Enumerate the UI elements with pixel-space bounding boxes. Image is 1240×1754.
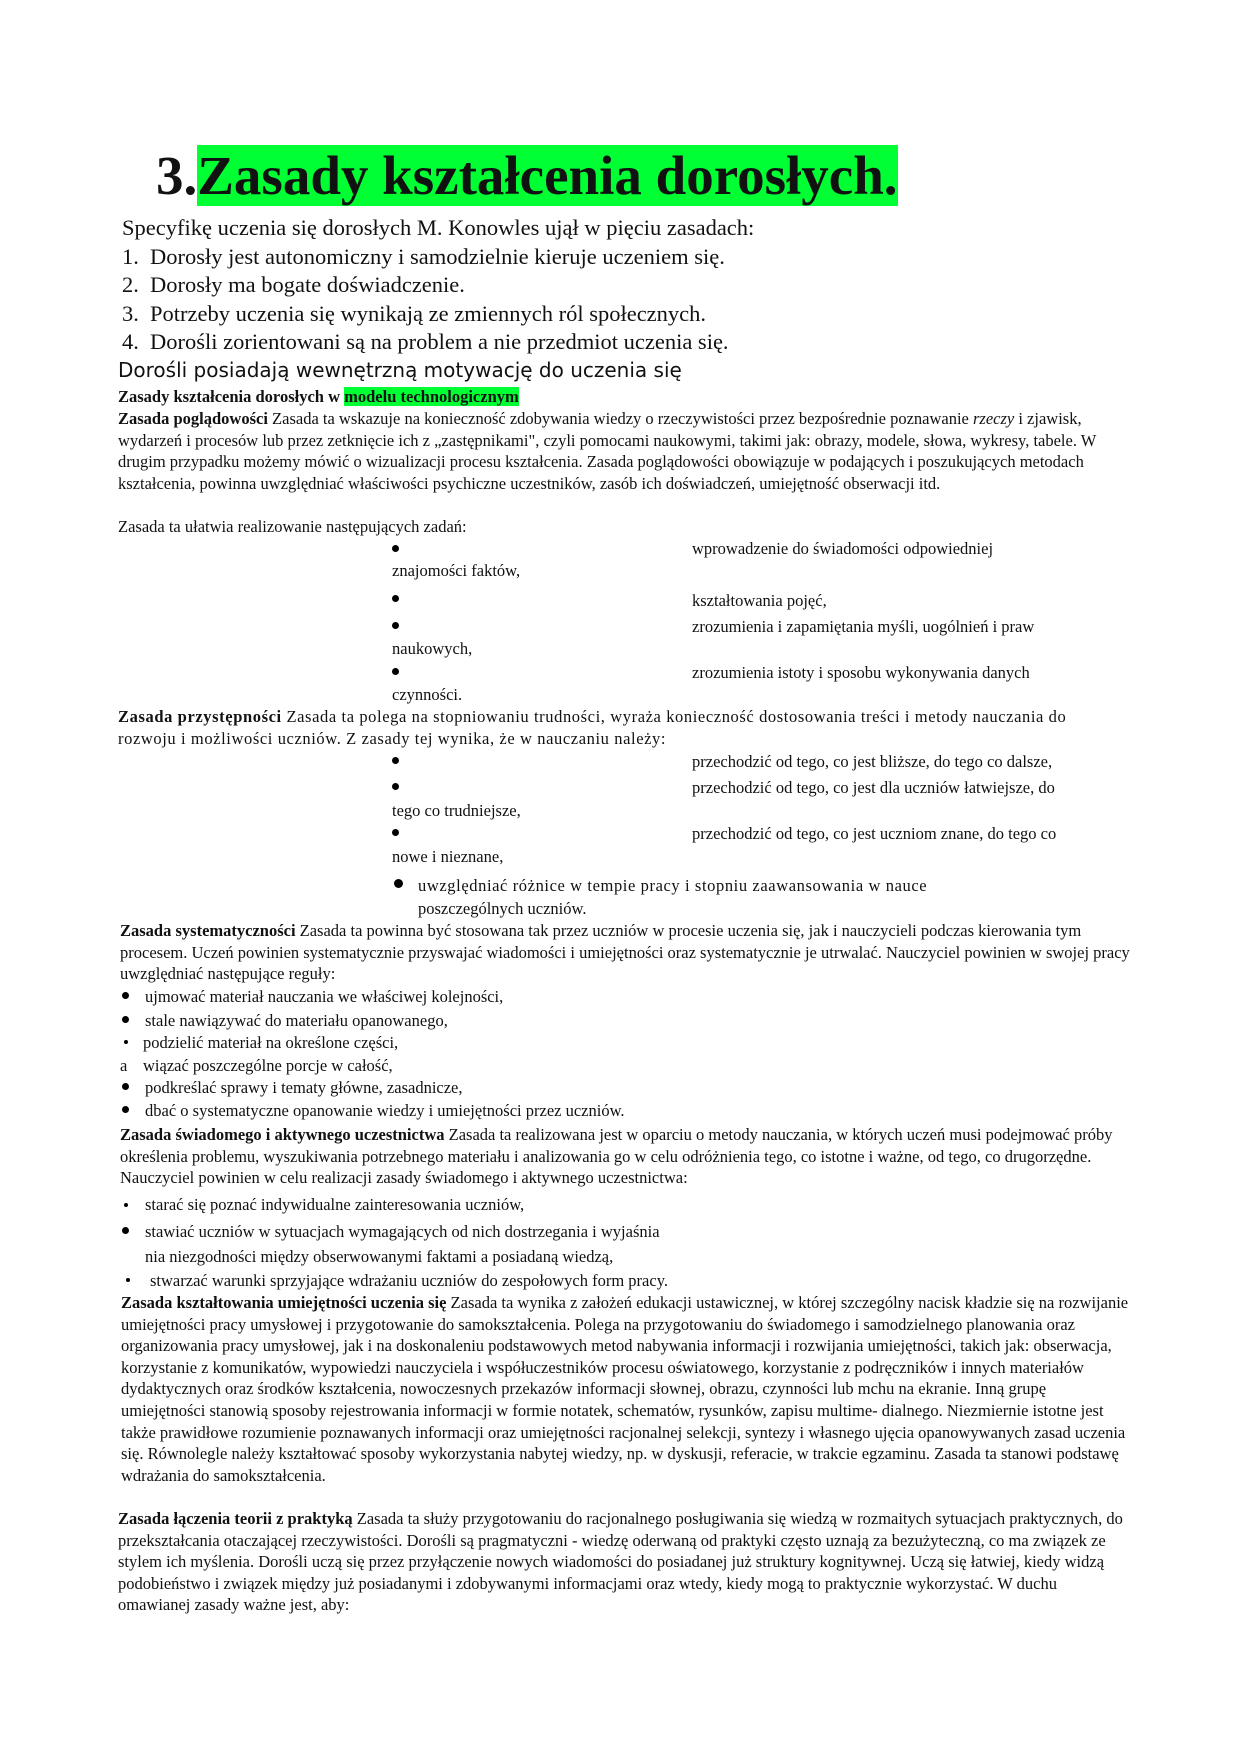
bullet-icon — [394, 879, 403, 888]
list-item — [122, 300, 754, 329]
section-body: Zasada ta służy przygotowaniu do racjonalnego posługiwania się wiedzą w rozmaitych sytuacjach praktycznych, do przekształcania otaczającej rzeczywistości. Dorośli są pragmatyczni - wiedzę oderwaną od praktyki często uznają za bezużyteczną, co ma związek ze stylem ich myślenia. Dorośli uczą się przez przyłączenie nowych wiadomości do posiadanej już struktury kognitywnej. Uczą się łatwiej, kiedy widzą podobieństwo i związek między już posiadanymi i zdobywanymi informacjami oraz wtedy, kiedy mogą to praktycznie wykorzystać. W duchu omawianej zasady ważne jest, aby: — [118, 1509, 1123, 1615]
list-item: ujmować materiał nauczania we właściwej kolejności, — [145, 987, 504, 1006]
bullet-icon — [122, 1083, 129, 1090]
bullet-icon — [126, 1278, 130, 1282]
bullet-icon — [392, 829, 399, 836]
list-item — [122, 271, 754, 300]
bullet-icon — [122, 1016, 129, 1023]
list-item: stawiać uczniów w sytuacjach wymagających od nich dostrzegania i wyjaśnia — [145, 1222, 660, 1241]
list-number: 3. — [122, 300, 139, 326]
bullet-icon — [392, 757, 399, 764]
list-item: wiązać poszczególne porcje w całość, — [143, 1056, 393, 1075]
section-heading: Zasada systematyczności — [120, 921, 296, 940]
list-item — [122, 328, 754, 357]
list-item: przechodzić od tego, co jest bliższe, do tego co dalsze, — [692, 752, 1053, 771]
list-item: przechodzić od tego, co jest uczniom znane, do tego co — [692, 824, 1057, 843]
section-body: Zasada ta realizowana jest w oparciu o metody nauczania, w których uczeń musi podejmować próby określenia problemu, wyszukiwania potrzebnego materiału i analizowania go w celu odróżnienia tego, co istotne i ważne, od tego, co drugorzędne. Nauczyciel powinien w celu realizacji zasady świadomego i aktywnego uczestnictwa: — [120, 1125, 1113, 1188]
list-item: stwarzać warunki sprzyjające wdrażaniu uczniów do zespołowych form pracy. — [150, 1271, 669, 1290]
list-text: Dorosły jest autonomiczny i samodzielnie kieruje uczeniem się. — [150, 243, 725, 269]
list-item: uwzględniać różnice w tempie pracy i stopniu zaawansowania w nauce — [418, 876, 928, 895]
section-przystepnosc — [118, 706, 1126, 749]
list-item: zrozumienia istoty i sposobu wykonywania danych — [692, 663, 1030, 682]
list-number: 4. — [122, 329, 139, 354]
section-body: Zasada ta polega na stopniowaniu trudności, wyraża konieczność dostosowania treści i metody nauczania do rozwoju i możliwości uczniów. Z zasady tej wynika, że w nauczaniu należy: — [118, 707, 1067, 748]
list-item: zrozumienia i zapamiętania myśli, uogólnień i praw — [692, 617, 1035, 636]
section-swiadome — [120, 1124, 1132, 1189]
list-item-cont: naukowych, — [392, 639, 473, 658]
list-item: podzielić materiał na określone części, — [143, 1033, 399, 1052]
list-item-cont: znajomości faktów, — [392, 561, 521, 580]
bullet-icon — [392, 783, 399, 790]
section-pogladowosc — [118, 408, 1130, 494]
list-text: Potrzeby uczenia się wynikają ze zmiennych ról społecznych. — [150, 300, 707, 326]
model-highlight: modelu technologicznym — [344, 387, 519, 406]
bullet-icon — [392, 545, 399, 552]
section-body: Zasada ta wynika z założeń edukacji ustawicznej, w której szczególny nacisk kładzie się na rozwijanie umiejętności pracy umysłowej i przygotowanie do samokształcenia. Polega na przygotowaniu do świadomego i samodzielnego planowania oraz organizowania pracy umysłowej, jak i na doskonaleniu podstawowych metod nabywania informacji i rozwijania umiejętności, takich jak: obserwacja, korzystanie z komunikatów, wypowiedzi nauczyciela i współuczestników procesu oświatowego, korzystanie z podręczników i innych materiałów dydaktycznych oraz środków kształcenia, nowoczesnych przekazów informacji słownej, obrazu, czynności lub mchu na ekranie. Inną grupę umiejętności stanowią sposoby rejestrowania informacji w formie notatek, schematów, rysunków, zapisu multime- dialnego. Niezmiernie istotne jest także prawidłowe rozumienie poznawanych informacji oraz umiejętności racjonalnej selekcji, syntezy i własnego ujęcia opanowywanych zasad uczenia się. Równolegle należy kształtować sposoby wykorzystania nabytej wiedzy, np. w dyskusji, referacie, w trakcie egzaminu. Zasada ta stanowi podstawę wdrażania do samokształcenia. — [121, 1293, 1129, 1485]
model-heading — [118, 386, 1128, 408]
list-item: wprowadzenie do świadomości odpowiedniej — [692, 539, 994, 558]
section-heading: Zasada przystępności — [118, 707, 282, 726]
section-body: Zasada ta powinna być stosowana tak przez uczniów w procesie uczenia się, jak i nauczycieli podczas kierowania tym procesem. Uczeń powinien systematycznie przyswajać wiadomości i umiejętności oraz systematycznie je utrwalać. Nauczyciel powinien w swojej pracy uwzględniać następujące reguły: — [120, 921, 1130, 984]
bullet-icon — [122, 992, 129, 999]
section-heading: Zasada poglądowości — [118, 409, 268, 428]
section-systematycznosc — [120, 920, 1130, 985]
model-prefix: Zasady kształcenia dorosłych w — [118, 387, 345, 406]
intro-lead: Specyfikę uczenia się dorosłych M. Konowles ujął w pięciu zasadach: — [122, 215, 755, 240]
list-item: stale nawiązywać do materiału opanowanego, — [145, 1011, 448, 1030]
list-text: Dorośli zorientowani są na problem a nie przedmiot uczenia się. — [150, 329, 729, 354]
list-item-cont: czynności. — [392, 685, 463, 704]
bullet-icon — [122, 1106, 129, 1113]
tasks-lead: Zasada ta ułatwia realizowanie następujących zadań: — [118, 517, 467, 536]
bullet-icon — [392, 622, 399, 629]
title-number: 3. — [156, 145, 198, 206]
list-item — [122, 243, 754, 272]
section-heading: Zasada świadomego i aktywnego uczestnictwa — [120, 1125, 445, 1144]
list-item: kształtowania pojęć, — [692, 591, 827, 610]
page-title — [156, 142, 898, 210]
list-item-cont: tego co trudniejsze, — [392, 801, 521, 820]
section-teoria-praktyka — [118, 1508, 1132, 1616]
title-text: Zasady kształcenia dorosłych. — [197, 145, 898, 206]
list-number: 2. — [122, 272, 139, 297]
list-text: Dorosły ma bogate doświadczenie. — [150, 272, 465, 297]
section-italic: rzeczy — [972, 409, 1015, 428]
list-item: dbać o systematyczne opanowanie wiedzy i umiejętności przez uczniów. — [145, 1101, 625, 1120]
intro-section — [122, 214, 754, 357]
list-item-cont: nia niezgodności między obserwowanymi faktami a posiadaną wiedzą, — [145, 1247, 614, 1266]
bullet-icon — [124, 1040, 128, 1044]
bullet-icon — [392, 595, 399, 602]
bullet-icon — [124, 1203, 128, 1207]
section-heading: Zasada łączenia teorii z praktyką — [118, 1509, 353, 1528]
list-item-cont: nowe i nieznane, — [392, 847, 504, 866]
list-item-cont: poszczególnych uczniów. — [418, 899, 587, 918]
section-heading: Zasada kształtowania umiejętności uczenia się — [121, 1293, 447, 1312]
section-umiejetnosci — [121, 1292, 1131, 1486]
list-item: podkreślać sprawy i tematy główne, zasadnicze, — [145, 1078, 463, 1097]
bullet-icon — [122, 1227, 129, 1234]
fifth-principle: Dorośli posiadają wewnętrzną motywację do uczenia się — [118, 358, 682, 382]
section-body: Zasada ta wskazuje na konieczność zdobywania wiedzy o rzeczywistości przez bezpośrednie poznawanie — [267, 409, 973, 428]
bullet-icon — [392, 668, 399, 675]
list-marker: a — [120, 1056, 128, 1075]
section-body: i zjawisk, wydarzeń i procesów lub przez zetknięcie ich z „zastępnikami", czyli pomocami naukowymi, takimi jak: obrazy, modele, słowa, wykresy, tabele. W drugim przypadku możemy mówić o wizualizacji procesu kształcenia. Zasada poglądowości obowiązuje w podających i poszukujących metodach kształcenia, powinna uwzględniać właściwości psychiczne uczestników, zasób ich doświadczeń, umiejętność obserwacji itd. — [118, 409, 1097, 493]
list-item: starać się poznać indywidualne zainteresowania uczniów, — [145, 1195, 525, 1214]
list-item: przechodzić od tego, co jest dla uczniów łatwiejsze, do — [692, 778, 1055, 797]
list-number: 1. — [122, 243, 139, 269]
